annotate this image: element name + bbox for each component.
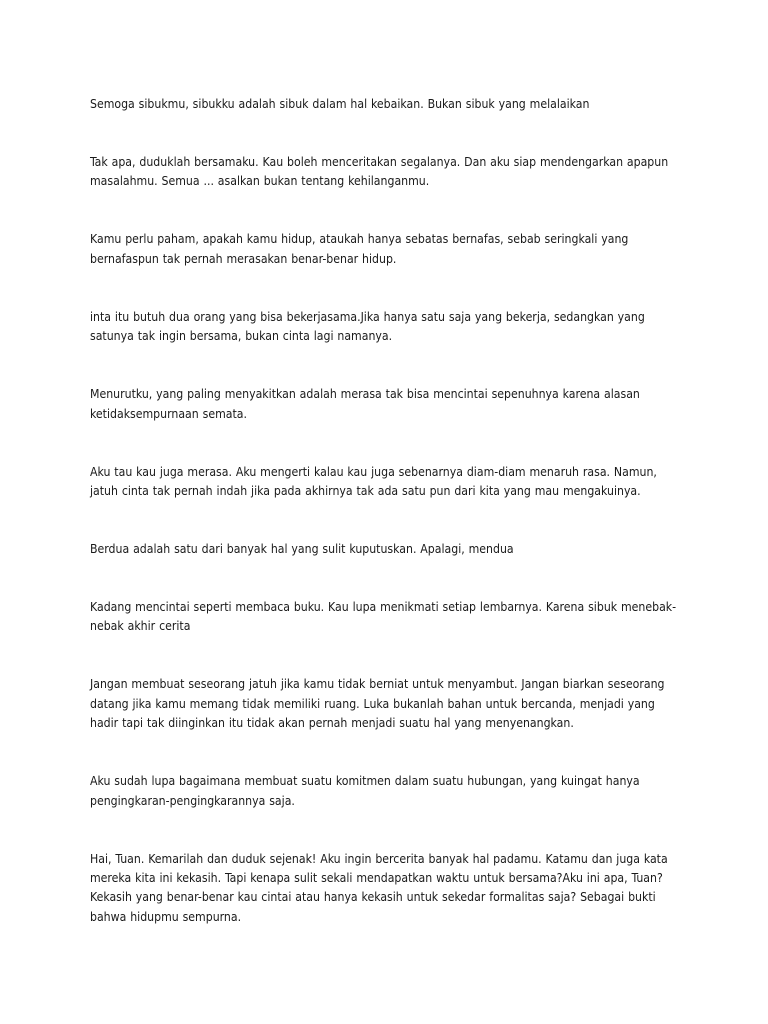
paragraph-10: Aku sudah lupa bagaimana membuat suatu komitmen dalam suatu hubungan, yang kuingat hanya pengingkaran-pengingkarannya saja. (90, 774, 640, 808)
paragraph-2: Tak apa, duduklah bersamaku. Kau boleh menceritakan segalanya. Dan aku siap mendengarkan apapun masalahmu. Semua ... asalkan bukan tentang kehilanganmu. (90, 155, 669, 189)
paragraph-5: Menurutku, yang paling menyakitkan adalah merasa tak bisa mencintai sepenuhnya karena alasan ketidaksempurnaan semata. (90, 387, 640, 421)
paragraph-6: Aku tau kau juga merasa. Aku mengerti kalau kau juga sebenarnya diam-diam menaruh rasa. Namun, jatuh cinta tak pernah indah jika pada akhirnya tak ada satu pun dari kita yang mau mengakuinya. (90, 464, 657, 499)
paragraph-3: Kamu perlu paham, apakah kamu hidup, ataukah hanya sebatas bernafas, sebab seringkali yang bernafaspun tak pernah merasakan benar-benar hidup. (90, 232, 629, 266)
paragraph-7: Berdua adalah satu dari banyak hal yang sulit kuputuskan. Apalagi, mendua (90, 542, 514, 557)
paragraph-9: Jangan membuat seseorang jatuh jika kamu tidak berniat untuk menyambut. Jangan biarkan seseorang datang jika kamu memang tidak memiliki ruang. Luka bukanlah bahan untuk bercanda, menjadi yang hadir tapi tak diinginkan itu tidak akan pernah menjadi suatu hal yang menyenangkan. (90, 677, 665, 731)
document-body (90, 95, 680, 966)
paragraph-11: Hai, Tuan. Kemarilah dan duduk sejenak! Aku ingin bercerita banyak hal padamu. Katamu dan juga kata mereka kita ini kekasih. Tapi kenapa sulit sekali mendapatkan waktu untuk bersama?Aku ini apa, Tuan? Kekasih yang benar-benar kau cintai atau hanya kekasih untuk sekedar formalitas saja? Sebagai bukti bahwa hidupmu sempurna. (90, 851, 668, 924)
paragraph-4: inta itu butuh dua orang yang bisa bekerjasama.Jika hanya satu saja yang bekerja, sedangkan yang satunya tak ingin bersama, bukan cinta lagi namanya. (90, 309, 645, 344)
paragraph-1: Semoga sibukmu, sibukku adalah sibuk dalam hal kebaikan. Bukan sibuk yang melalaikan (90, 97, 590, 111)
paragraph-8: Kadang mencintai seperti membaca buku. Kau lupa menikmati setiap lembarnya. Karena sibuk menebak-nebak akhir cerita (90, 600, 677, 634)
